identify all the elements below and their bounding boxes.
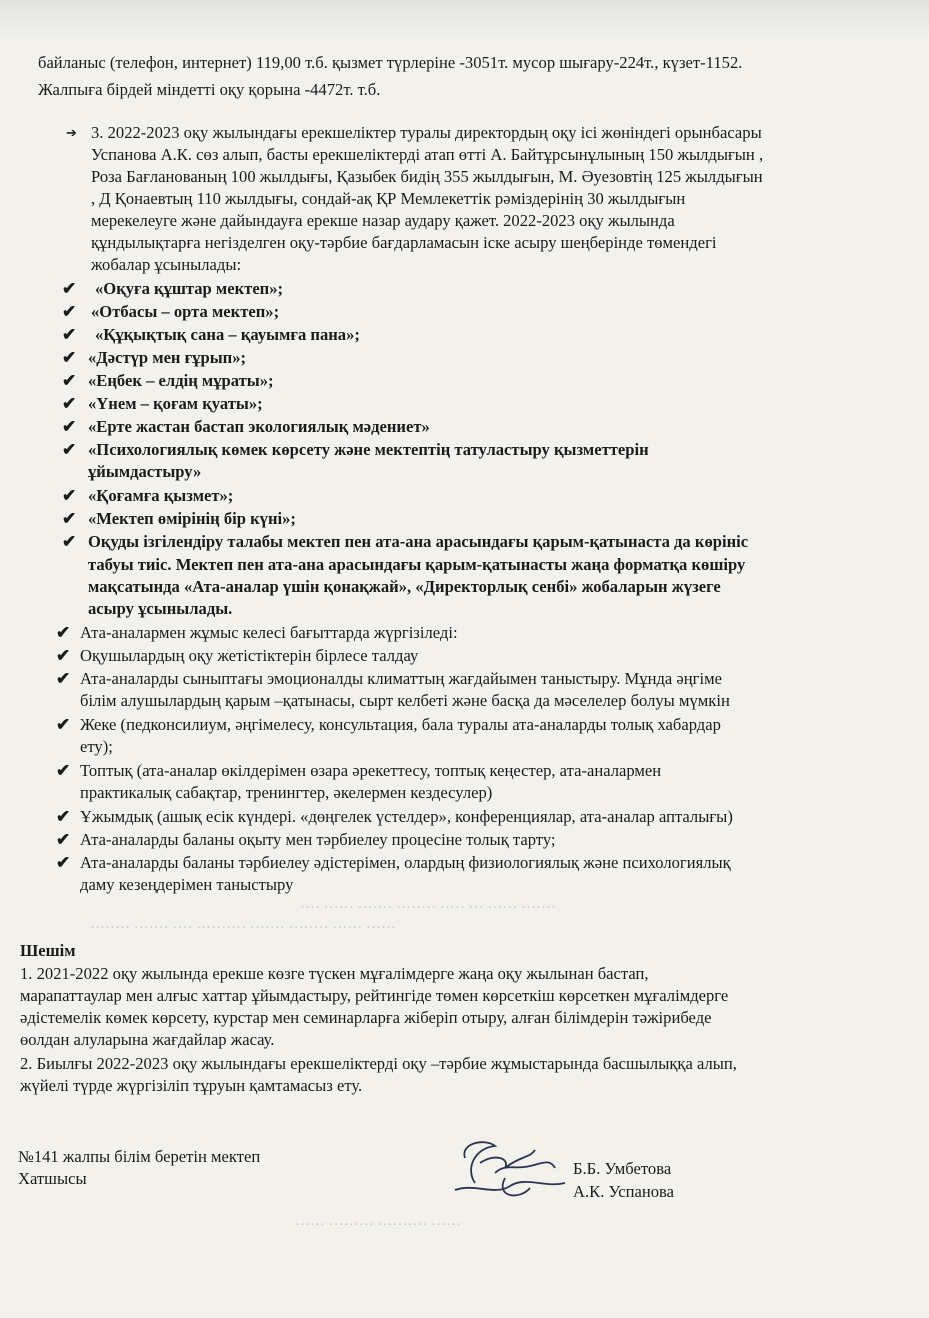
check-icon: ✔: [62, 394, 77, 413]
project-item: «Қоғамға қызмет»;: [88, 486, 234, 505]
project-item: «Мектеп өмірінің бір күні»;: [88, 509, 296, 528]
project-item: «Отбасы – орта мектеп»;: [91, 302, 280, 321]
check-icon: ✔: [62, 348, 77, 367]
handwritten-signature: [435, 1128, 575, 1208]
bleed-through: ······ ········· ·········· ······: [295, 1217, 462, 1233]
check-icon: ✔: [62, 371, 77, 390]
project-item-continued: ұйымдастыру»: [88, 462, 202, 481]
check-icon: ✔: [62, 325, 77, 344]
decision-title: Шешім: [20, 941, 76, 960]
project-item: «Дәстүр мен ғұрып»;: [88, 348, 247, 367]
intro-line-2: Жалпыға бірдей міндетті оқу қорына -4472т. т.б.: [38, 80, 381, 99]
footer-org: №141 жалпы білім беретін мектеп: [18, 1147, 261, 1166]
bleed-through: ···· ······ ······· ········ ····· ··· ······ ·······: [300, 900, 557, 916]
parents-line: Ата-аналарды сыныптағы эмоционалды климаттың жағдайымен таныстыру. Мұнда әңгіме: [80, 669, 722, 688]
project-item: «Үнем – қоғам қуаты»;: [88, 394, 263, 413]
humanize-line: мақсатында «Ата-аналар үшін қонақжай», «Директорлық сенбі» жобаларын жүзеге: [88, 577, 721, 596]
check-icon: ✔: [56, 669, 71, 688]
check-icon: ✔: [56, 715, 71, 734]
scan-shadow: [0, 0, 929, 40]
decision-line: өолдан алуларына жағдайлар жасау.: [20, 1030, 275, 1049]
check-icon: ✔: [62, 486, 77, 505]
section3-line: мерекелеуге және дайындауға ерекше назар аудару қажет. 2022-2023 оқу жылында: [91, 211, 675, 230]
arrow-icon: ➔: [66, 125, 77, 140]
signatory-name-2: А.К. Успанова: [573, 1182, 675, 1201]
check-icon: ✔: [56, 761, 71, 780]
check-icon: ✔: [62, 509, 77, 528]
section3-line: Успанова А.К. сөз алып, басты ерекшеліктерді атап өтті А. Байтұрсынұлының 150 жылдығын ,: [91, 145, 764, 164]
check-icon: ✔: [56, 623, 71, 642]
humanize-line: Оқуды ізгілендіру талабы мектеп пен ата-ана арасындағы қарым-қатынаста да көрініс: [88, 532, 749, 551]
decision-line: жүйелі түрде жүргізіліп тұруын қамтамасыз ету.: [20, 1076, 363, 1095]
section3-line: жобалар ұсынылады:: [91, 255, 242, 274]
check-icon: ✔: [62, 417, 77, 436]
check-icon: ✔: [56, 830, 71, 849]
parents-line: Оқушылардың оқу жетістіктерін бірлесе талдау: [80, 646, 419, 665]
project-item: «Психологиялық көмек көрсету және мектептің татуластыру қызметтерін: [88, 440, 649, 459]
check-icon: ✔: [56, 646, 71, 665]
check-icon: ✔: [62, 532, 77, 551]
parents-line: практикалық сабақтар, тренингтер, әкелермен кездесулер): [80, 783, 493, 802]
parents-line: Ұжымдық (ашық есік күндері. «дөңгелек үстелдер», конференциялар, ата-аналар апталығы): [80, 807, 733, 826]
check-icon: ✔: [56, 853, 71, 872]
decision-line: 2. Биылғы 2022-2023 оқу жылындағы ерекшеліктерді оқу –тәрбие жұмыстарында басшылыққа алып,: [20, 1054, 737, 1073]
footer-role: Хатшысы: [18, 1169, 87, 1188]
parents-line: ету);: [80, 737, 113, 756]
parents-line: Ата-аналарды баланы тәрбиелеу әдістерімен, олардың физиологиялық және психологиялық: [80, 853, 731, 872]
project-item: «Оқуға құштар мектеп»;: [95, 279, 284, 298]
parents-line: даму кезеңдерімен таныстыру: [80, 875, 294, 894]
parents-line: Ата-аналармен жұмыс келесі бағыттарда жүргізіледі:: [80, 623, 458, 642]
bleed-through: ········ ······· ···· ·········· ······· ········ ······ ······: [90, 920, 396, 936]
check-icon: ✔: [56, 807, 71, 826]
humanize-line: табуы тиіс. Мектеп пен ата-ана арасындағы қарым-қатынасты жаңа форматқа көшіру: [88, 555, 746, 574]
parents-line: білім алушылардың қарым –қатынасы, сырт келбеті және басқа да мәселелер болуы мүмкін: [80, 691, 730, 710]
check-icon: ✔: [62, 279, 77, 298]
decision-line: әдістемелік көмек көрсету, курстар мен семинарларға жіберіп отыру, алған білімдерін тәжірибеде: [20, 1008, 712, 1027]
project-item: «Құқықтық сана – қауымға пана»;: [95, 325, 360, 344]
project-item: «Ерте жастан бастап экологиялық мәдениет»: [88, 417, 430, 436]
section3-line: құндылықтарға негізделген оқу-тәрбие бағдарламасын іске асыру шеңберінде төмендегі: [91, 233, 717, 252]
parents-line: Ата-аналарды баланы оқыту мен тәрбиелеу процесіне толық тарту;: [80, 830, 556, 849]
intro-line-1: байланыс (телефон, интернет) 119,00 т.б. қызмет түрлеріне -3051т. мусор шығару-224т., күзет-1152.: [38, 53, 743, 72]
parents-line: Жеке (педконсилиум, әңгімелесу, консультация, бала туралы ата-аналарды толық хабардар: [80, 715, 721, 734]
decision-line: 1. 2021-2022 оқу жылында ерекше көзге түскен мұғалімдерге жаңа оқу жылынан бастап,: [20, 964, 649, 983]
decision-line: марапаттаулар мен алғыс хаттар ұйымдастыру, рейтингіде төмен көрсеткіш көрсеткен мұғалімдерге: [20, 986, 729, 1005]
humanize-line: асыру ұсынылады.: [88, 599, 233, 618]
parents-line: Топтық (ата-аналар өкілдерімен өзара әрекеттесу, топтық кеңестер, ата-аналармен: [80, 761, 662, 780]
section3-line: , Д Қонаевтың 110 жылдығы, сондай-ақ ҚР Мемлекеттік рәміздерінің 30 жылдығын: [91, 189, 686, 208]
section3-line: Роза Бағланованың 100 жылдығы, Қазыбек бидің 355 жылдығын, М. Әуезовтің 125 жылдығын: [91, 167, 763, 186]
project-item: «Еңбек – елдің мұраты»;: [88, 371, 274, 390]
section3-line: 3. 2022-2023 оқу жылындағы ерекшеліктер туралы директордың оқу ісі жөніндегі орынбасары: [91, 123, 762, 142]
check-icon: ✔: [62, 440, 77, 459]
check-icon: ✔: [62, 302, 77, 321]
signatory-name-1: Б.Б. Умбетова: [573, 1159, 672, 1178]
